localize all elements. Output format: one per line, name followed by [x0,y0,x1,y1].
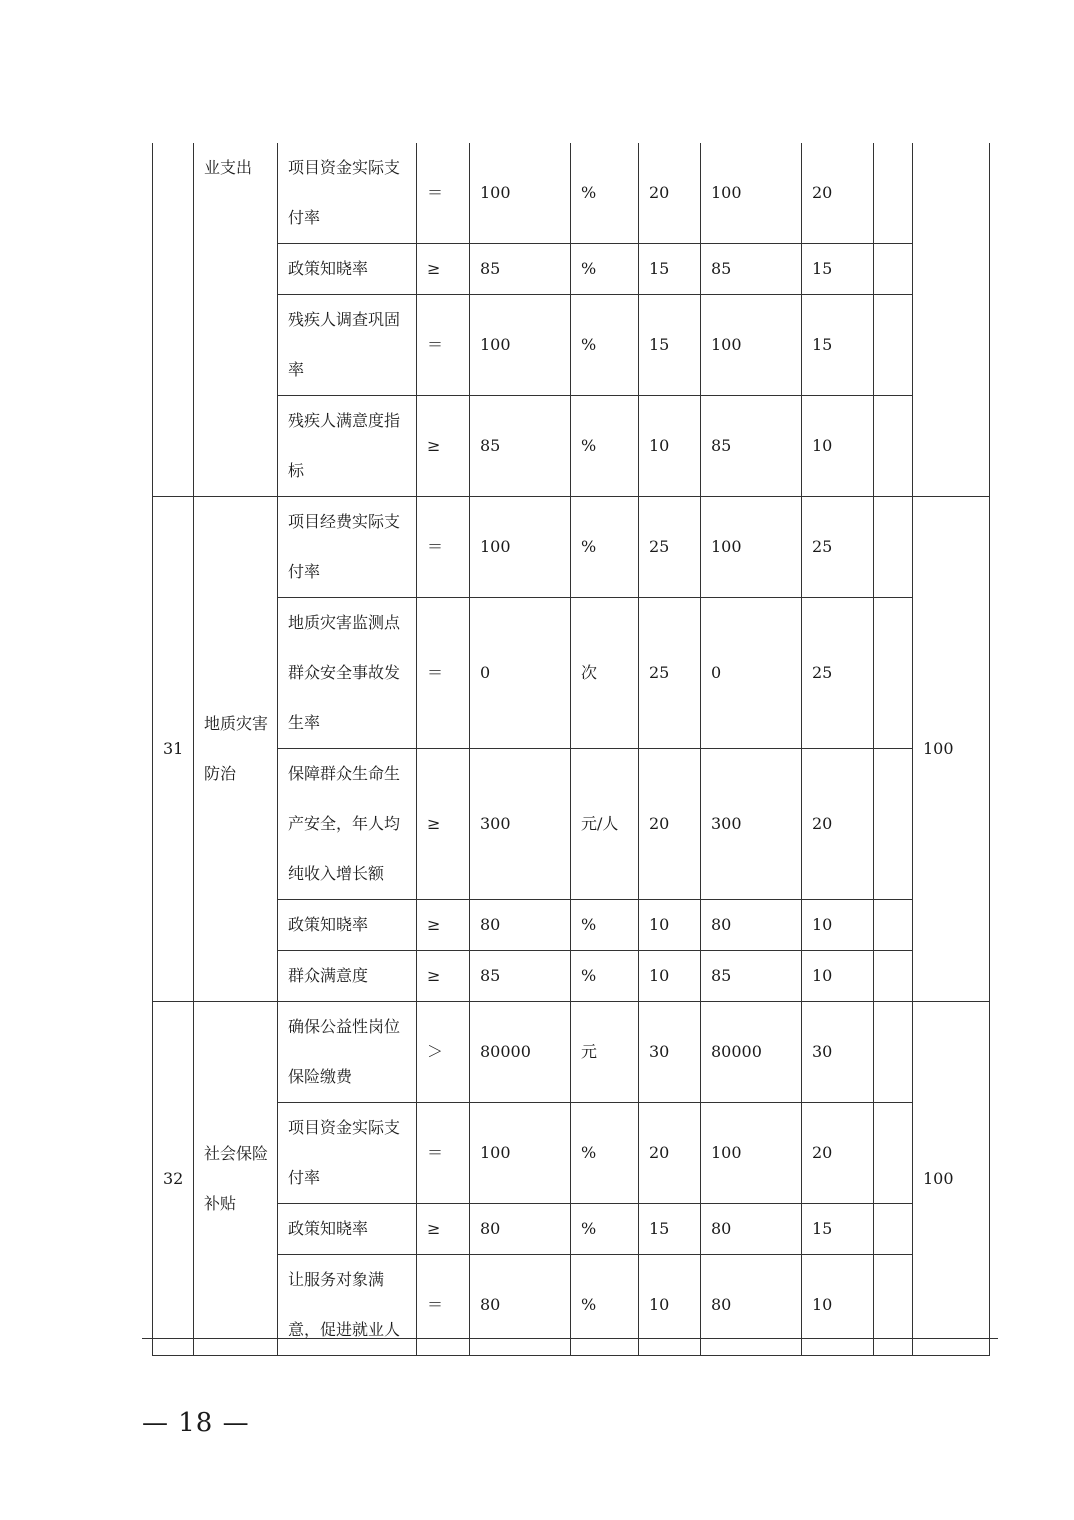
operator-cell: ≥ [417,1204,470,1255]
target-value-cell: 80 [470,1204,571,1255]
project-number-cell: 31 [153,497,194,1002]
weight-cell: 15 [639,244,701,295]
actual-value-cell: 100 [701,143,802,244]
actual-value-cell: 100 [701,1103,802,1204]
unit-cell: % [571,1204,639,1255]
indicator-cell: 保障群众生命生产安全，年人均纯收入增长额 [278,749,417,900]
actual-value-cell: 100 [701,497,802,598]
score-cell: 10 [802,951,874,1002]
table-row [153,143,990,244]
actual-value-cell: 85 [701,244,802,295]
indicator-cell: 残疾人调查巩固率 [278,295,417,396]
operator-cell: ＝ [417,1255,470,1356]
note-cell [874,396,913,497]
note-cell [874,1204,913,1255]
table-row [153,1204,990,1255]
score-cell: 15 [802,244,874,295]
table-row [153,1002,990,1103]
actual-value-cell: 80000 [701,1002,802,1103]
project-number-cell [153,143,194,497]
weight-cell: 30 [639,1002,701,1103]
score-cell: 30 [802,1002,874,1103]
weight-cell: 20 [639,143,701,244]
total-score-cell: 100 [913,1002,990,1356]
target-value-cell: 0 [470,598,571,749]
score-cell: 15 [802,1204,874,1255]
note-cell [874,1255,913,1356]
unit-cell: 元 [571,1002,639,1103]
weight-cell: 15 [639,295,701,396]
indicator-cell: 残疾人满意度指标 [278,396,417,497]
table-row [153,244,990,295]
operator-cell: ≥ [417,396,470,497]
table-row [153,900,990,951]
indicator-cell: 项目经费实际支付率 [278,497,417,598]
indicator-cell: 地质灾害监测点群众安全事故发生率 [278,598,417,749]
indicator-cell: 项目资金实际支付率 [278,143,417,244]
indicator-cell: 政策知晓率 [278,1204,417,1255]
table-bottom-rule [142,1338,998,1339]
table-row [153,1255,990,1356]
unit-cell: % [571,900,639,951]
score-cell: 25 [802,598,874,749]
weight-cell: 20 [639,749,701,900]
note-cell [874,1103,913,1204]
actual-value-cell: 85 [701,396,802,497]
unit-cell: 元/人 [571,749,639,900]
unit-cell: % [571,396,639,497]
weight-cell: 25 [639,598,701,749]
operator-cell: ＝ [417,1103,470,1204]
unit-cell: 次 [571,598,639,749]
weight-cell: 10 [639,900,701,951]
note-cell [874,951,913,1002]
page-number: — 18 — [142,1408,250,1438]
actual-value-cell: 300 [701,749,802,900]
unit-cell: % [571,951,639,1002]
performance-table-wrapper [152,143,990,1356]
operator-cell: ＝ [417,295,470,396]
operator-cell: ＞ [417,1002,470,1103]
unit-cell: % [571,1255,639,1356]
indicator-cell: 让服务对象满意，促进就业人 [278,1255,417,1356]
target-value-cell: 300 [470,749,571,900]
total-score-cell [913,143,990,497]
project-category-cell: 地质灾害防治 [194,497,278,1002]
note-cell [874,244,913,295]
target-value-cell: 80 [470,900,571,951]
score-cell: 10 [802,900,874,951]
weight-cell: 10 [639,396,701,497]
project-number-cell: 32 [153,1002,194,1356]
unit-cell: % [571,244,639,295]
target-value-cell: 100 [470,1103,571,1204]
score-cell: 15 [802,295,874,396]
indicator-cell: 政策知晓率 [278,900,417,951]
actual-value-cell: 80 [701,1204,802,1255]
indicator-cell: 群众满意度 [278,951,417,1002]
weight-cell: 10 [639,1255,701,1356]
operator-cell: ≥ [417,749,470,900]
table-row [153,1103,990,1204]
operator-cell: ＝ [417,598,470,749]
target-value-cell: 85 [470,396,571,497]
performance-indicator-table [152,143,990,1356]
note-cell [874,295,913,396]
project-category-cell: 社会保险补贴 [194,1002,278,1356]
indicator-cell: 确保公益性岗位保险缴费 [278,1002,417,1103]
note-cell [874,143,913,244]
target-value-cell: 100 [470,143,571,244]
score-cell: 25 [802,497,874,598]
indicator-cell: 项目资金实际支付率 [278,1103,417,1204]
note-cell [874,598,913,749]
score-cell: 10 [802,1255,874,1356]
table-row [153,396,990,497]
unit-cell: % [571,143,639,244]
note-cell [874,1002,913,1103]
operator-cell: ＝ [417,143,470,244]
actual-value-cell: 85 [701,951,802,1002]
score-cell: 20 [802,143,874,244]
actual-value-cell: 100 [701,295,802,396]
weight-cell: 25 [639,497,701,598]
note-cell [874,497,913,598]
weight-cell: 10 [639,951,701,1002]
score-cell: 20 [802,749,874,900]
table-row [153,951,990,1002]
target-value-cell: 80000 [470,1002,571,1103]
weight-cell: 20 [639,1103,701,1204]
table-row [153,598,990,749]
operator-cell: ＝ [417,497,470,598]
target-value-cell: 100 [470,295,571,396]
target-value-cell: 100 [470,497,571,598]
unit-cell: % [571,295,639,396]
operator-cell: ≥ [417,951,470,1002]
note-cell [874,749,913,900]
actual-value-cell: 80 [701,900,802,951]
weight-cell: 15 [639,1204,701,1255]
table-row [153,749,990,900]
total-score-cell: 100 [913,497,990,1002]
score-cell: 20 [802,1103,874,1204]
note-cell [874,900,913,951]
target-value-cell: 85 [470,244,571,295]
actual-value-cell: 0 [701,598,802,749]
score-cell: 10 [802,396,874,497]
unit-cell: % [571,1103,639,1204]
operator-cell: ≥ [417,900,470,951]
table-row [153,497,990,598]
target-value-cell: 80 [470,1255,571,1356]
target-value-cell: 85 [470,951,571,1002]
table-row [153,295,990,396]
actual-value-cell: 80 [701,1255,802,1356]
indicator-cell: 政策知晓率 [278,244,417,295]
project-category-cell: 业支出 [194,143,278,497]
operator-cell: ≥ [417,244,470,295]
unit-cell: % [571,497,639,598]
